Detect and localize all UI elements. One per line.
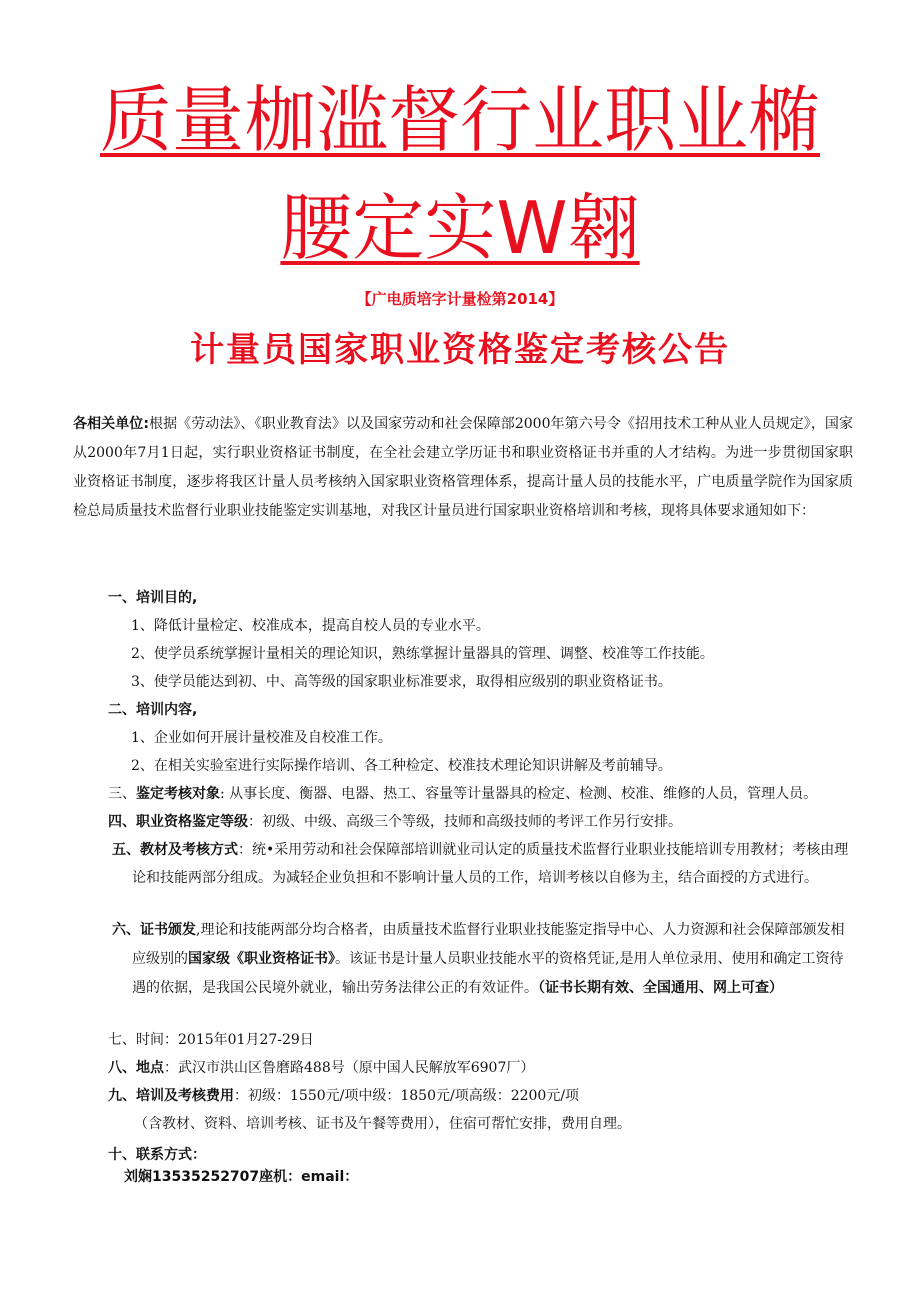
section-7: 七、时间：2015年01月27-29日: [108, 1032, 314, 1048]
section-6-text-1: ,理论和技能两部分均合格者，由质量技术监督行业职业技能鉴定指导中心、人力资源和社会保障部颁发相应级别的: [132, 922, 845, 967]
document-number: 【广电质培字计量检第2014】: [356, 290, 564, 308]
intro-paragraph: [73, 410, 853, 526]
section-9-note: （含教材、资料、培训考核、证书及午餐等费用），住宿可帮忙安排，费用自理。: [134, 1116, 631, 1132]
section-10-heading: 十、联系方式：: [108, 1147, 206, 1163]
main-title-line-1: 质量枷滥督行业职业椭: [99, 78, 820, 162]
section-3-label: 鉴定考核对象: [136, 786, 220, 802]
intro-lead: 各相关单位:: [73, 416, 149, 432]
section-5: [112, 836, 852, 892]
section-2-item-2: 2、在相关实验室进行实际操作培训、各工种检定、校准技术理论知识讲解及考前辅导。: [131, 758, 672, 774]
section-6: [112, 916, 852, 1003]
section-3-text: : 从事长度、衡器、电器、热工、容量等计量器具的检定、检测、校准、维修的人员，管理人员。: [220, 786, 818, 802]
intro-body: 根据《劳动法》、《职业教育法》以及国家劳动和社会保障部2000年第六号令《招用技术工种从业人员规定》，国家从2000年7月1日起，实行职业资格证书制度，在全社会建立学历证书和职业资格证书并重的人才结构。为进一步贯彻国家职业资格证书制度，逐步将我区计量人员考核纳入国家职业资格管理体系，提高计量人员的技能水平，广电质量学院作为国家质检总局质量技术监督行业职业技能鉴定实训基地，对我区计量员进行国家职业资格培训和考核，现将具体要求通知如下：: [73, 416, 853, 519]
announcement-headline: 计量员国家职业资格鉴定考核公告: [190, 330, 730, 370]
section-2-item-1: 1、企业如何开展计量校准及自校准工作。: [131, 730, 392, 746]
section-5-text: ：统•采用劳动和社会保障部培训就业司认定的质量技术监督行业职业技能培训专用教材；考核由理论和技能两部分组成。为减轻企业负担和不影响计量人员的工作，培训考核以自修为主，结合面授的方式进行。: [132, 842, 849, 886]
section-3: [108, 780, 853, 808]
contact-info: 刘娴13535252707座机：email：: [124, 1169, 359, 1185]
section-1-heading: 一、培训目的,: [108, 590, 198, 606]
main-title-line-2: 腰定实W翱: [280, 186, 640, 270]
section-6-text-2: 。该证书是计量人员职业技能水平的资格凭证,是用人单位录用、使用和确定工资待遇的依据，是我国公民境外就业，输出劳务法律公正的有效证件。: [132, 951, 844, 996]
section-3-prefix: 三、: [108, 786, 136, 802]
section-8-text: ：武汉市洪山区鲁磨路488号（原中国人民解放军6907厂）: [164, 1060, 535, 1076]
section-9-text: ：初级：1550元/项中级：1850元/项高级：2200元/项: [234, 1088, 580, 1104]
section-4-label: 四、职业资格鉴定等级: [108, 814, 248, 830]
section-5-label: 五、教材及考核方式: [112, 842, 238, 858]
section-1-item-2: 2、使学员系统掌握计量相关的理论知识，熟练掌握计量器具的管理、调整、校准等工作技能。: [131, 646, 714, 662]
section-9-label: 九、培训及考核费用: [108, 1088, 234, 1104]
section-1-item-1: 1、降低计量检定、校准成本，提高自校人员的专业水平。: [131, 618, 490, 634]
section-8: [108, 1054, 853, 1082]
section-6-validity-note: （证书长期有效、全国通用、网上可查）: [538, 980, 783, 996]
section-4-text: ：初级、中级、高级三个等级，技师和高级技师的考评工作另行安排。: [248, 814, 682, 830]
section-1-item-3: 3、使学员能达到初、中、高等级的国家职业标准要求，取得相应级别的职业资格证书。: [131, 674, 672, 690]
section-4: [108, 808, 853, 836]
section-8-label: 八、地点: [108, 1060, 164, 1076]
section-6-certificate-name: 国家级《职业资格证书》: [188, 951, 335, 967]
section-6-label: 六、证书颁发: [112, 922, 196, 938]
section-2-heading: 二、培训内容,: [108, 702, 198, 718]
section-9: [108, 1082, 853, 1110]
